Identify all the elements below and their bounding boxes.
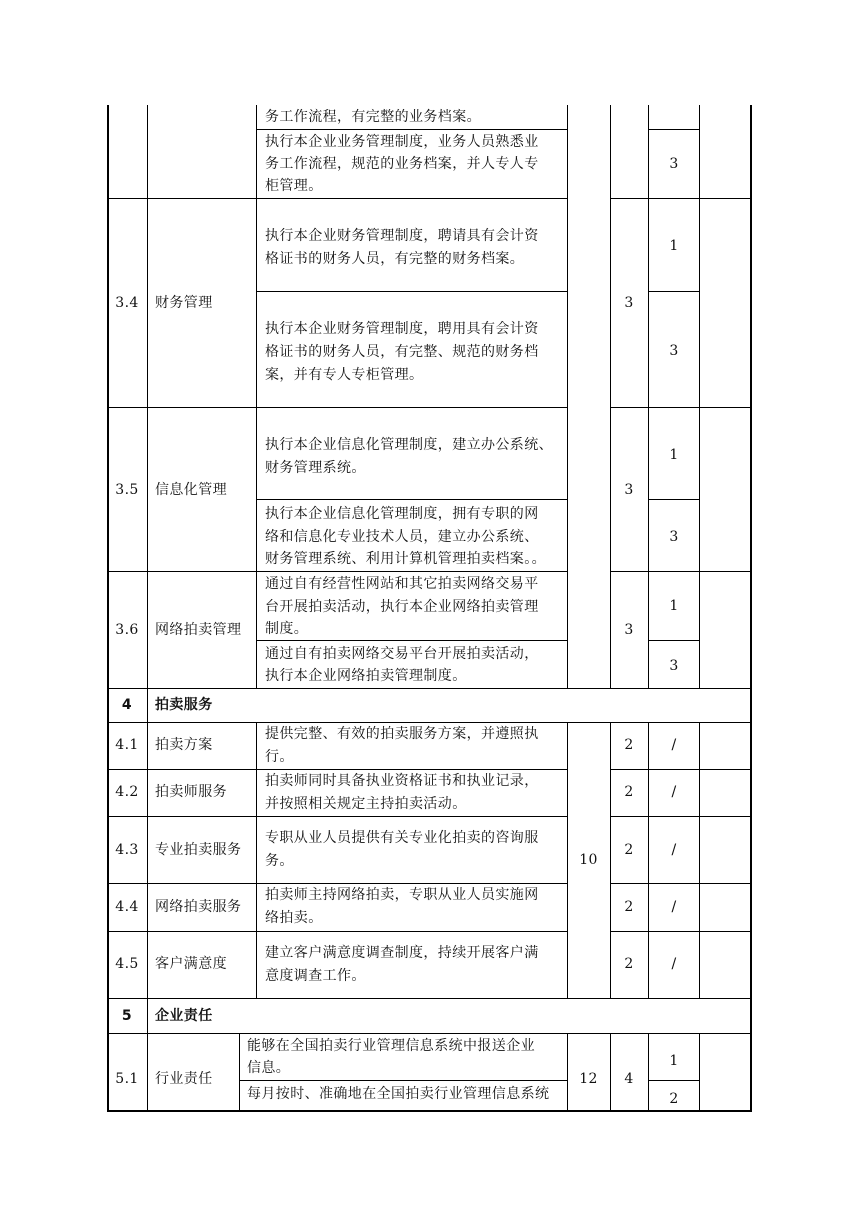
item-number: 4.5 — [115, 956, 139, 972]
section-total-score: 10 — [579, 852, 598, 868]
item-name: 行业责任 — [155, 1071, 213, 1087]
row-divider — [648, 499, 700, 500]
row-divider — [256, 499, 568, 500]
item-number: 3.5 — [115, 482, 139, 498]
sub-score: / — [671, 784, 677, 800]
sub-score: / — [671, 737, 677, 753]
item-name: 信息化管理 — [155, 482, 227, 498]
row-divider — [648, 640, 700, 641]
item-name: 拍卖师服务 — [155, 784, 227, 800]
sub-score: 1 — [669, 598, 679, 614]
sub-score: 3 — [669, 658, 679, 674]
section-number: 5 — [121, 1008, 133, 1024]
item-name: 网络拍卖服务 — [155, 899, 242, 915]
criteria-text: 专职从业人员提供有关专业化拍卖的咨询服 — [265, 830, 539, 846]
criteria-text: 制度。 — [265, 621, 309, 637]
criteria-text: 通过自有经营性网站和其它拍卖网络交易平 — [265, 576, 539, 592]
criteria-text: 财务管理系统、利用计算机管理拍卖档案。。 — [265, 551, 546, 567]
criteria-text: 务工作流程，规范的业务档案，并人专人专 — [265, 156, 539, 172]
item-name: 拍卖方案 — [155, 737, 213, 753]
row-divider — [648, 129, 700, 130]
item-score: 2 — [624, 784, 634, 800]
section-number: 4 — [121, 697, 133, 713]
item-number: 4.2 — [115, 784, 139, 800]
criteria-text: 执行本企业财务管理制度，聘用具有会计资 — [265, 321, 539, 337]
criteria-text: 拍卖师同时具备执业资格证书和执业记录， — [265, 773, 539, 789]
row-divider — [648, 1080, 700, 1081]
col-divider — [239, 1033, 240, 1110]
item-number: 3.4 — [115, 295, 139, 311]
sub-score: 1 — [669, 447, 679, 463]
row-divider — [107, 571, 568, 572]
row-divider — [107, 1033, 752, 1034]
criteria-text: 意度调查工作。 — [265, 968, 366, 984]
criteria-text: 台开展拍卖活动，执行本企业网络拍卖管理 — [265, 599, 539, 615]
item-score: 3 — [624, 622, 634, 638]
criteria-text: 执行本企业财务管理制度，聘请具有会计资 — [265, 228, 539, 244]
col-divider — [256, 722, 257, 998]
criteria-text: 络拍卖。 — [265, 910, 323, 926]
criteria-text: 执行本企业信息化管理制度，建立办公系统、 — [265, 437, 553, 453]
criteria-text: 执行本企业业务管理制度，业务人员熟悉业 — [265, 134, 539, 150]
criteria-text: 通过自有拍卖网络交易平台开展拍卖活动， — [265, 646, 539, 662]
col-divider — [567, 105, 568, 688]
col-divider — [256, 105, 257, 688]
row-divider — [107, 198, 568, 199]
item-score: 3 — [624, 482, 634, 498]
criteria-text: 格证书的财务人员，有完整的财务档案。 — [265, 251, 525, 267]
section-total-score: 12 — [579, 1071, 598, 1087]
sub-score: 3 — [669, 343, 679, 359]
item-score: 2 — [624, 842, 634, 858]
item-score: 2 — [624, 737, 634, 753]
row-divider — [107, 407, 568, 408]
item-number: 4.4 — [115, 899, 139, 915]
item-number: 3.6 — [115, 622, 139, 638]
item-name: 网络拍卖管理 — [155, 622, 242, 638]
criteria-text: 务。 — [265, 853, 294, 869]
criteria-text: 财务管理系统。 — [265, 460, 366, 476]
sub-score: 3 — [669, 529, 679, 545]
item-score: 4 — [624, 1071, 634, 1087]
table-border-right — [750, 105, 752, 1112]
sub-score: 1 — [669, 238, 679, 254]
criteria-text: 执行本企业网络拍卖管理制度。 — [265, 668, 467, 684]
row-divider — [107, 931, 568, 932]
sub-score: / — [671, 956, 677, 972]
criteria-text: 并按照相关规定主持拍卖活动。 — [265, 796, 467, 812]
row-divider — [107, 816, 568, 817]
item-score: 2 — [624, 899, 634, 915]
item-score: 3 — [624, 295, 634, 311]
section-title: 拍卖服务 — [155, 697, 213, 713]
col-divider — [147, 105, 148, 688]
row-divider — [610, 769, 752, 770]
item-name: 专业拍卖服务 — [155, 842, 242, 858]
item-number: 4.3 — [115, 842, 139, 858]
row-divider — [610, 571, 752, 572]
row-divider — [648, 291, 700, 292]
col-divider — [147, 998, 148, 1033]
criteria-text: 拍卖师主持网络拍卖，专职从业人员实施网 — [265, 887, 539, 903]
row-divider — [239, 1080, 568, 1081]
item-number: 4.1 — [115, 737, 139, 753]
sub-score: / — [671, 899, 677, 915]
col-divider — [147, 722, 148, 998]
row-divider — [610, 883, 752, 884]
item-name: 客户满意度 — [155, 956, 227, 972]
col-divider — [610, 105, 611, 688]
row-divider — [256, 291, 568, 292]
row-divider — [610, 931, 752, 932]
sub-score: / — [671, 842, 677, 858]
sub-score: 2 — [669, 1091, 679, 1107]
item-score: 2 — [624, 956, 634, 972]
row-divider — [610, 198, 752, 199]
row-divider — [107, 998, 752, 999]
col-divider — [147, 688, 148, 722]
item-name: 财务管理 — [155, 295, 213, 311]
item-number: 5.1 — [115, 1071, 139, 1087]
criteria-text: 建立客户满意度调查制度，持续开展客户满 — [265, 945, 539, 961]
criteria-text: 每月按时、准确地在全国拍卖行业管理信息系统 — [247, 1086, 550, 1102]
criteria-text: 能够在全国拍卖行业管理信息系统中报送企业 — [247, 1038, 535, 1054]
criteria-text: 格证书的财务人员，有完整、规范的财务档 — [265, 344, 539, 360]
criteria-text: 柜管理。 — [265, 178, 323, 194]
criteria-text: 络和信息化专业技术人员，建立办公系统、 — [265, 529, 539, 545]
sub-score: 3 — [669, 156, 679, 172]
row-divider — [610, 816, 752, 817]
row-divider — [107, 688, 752, 689]
row-divider — [256, 129, 568, 130]
criteria-text: 案，并有专人专柜管理。 — [265, 367, 424, 383]
criteria-text: 提供完整、有效的拍卖服务方案，并遵照执 — [265, 726, 539, 742]
criteria-text: 行。 — [265, 749, 294, 765]
row-divider — [610, 407, 752, 408]
criteria-text: 务工作流程，有完整的业务档案。 — [265, 109, 481, 125]
criteria-text: 执行本企业信息化管理制度，拥有专职的网 — [265, 506, 539, 522]
section-title: 企业责任 — [155, 1008, 213, 1024]
sub-score: 1 — [669, 1053, 679, 1069]
criteria-text: 信息。 — [247, 1060, 291, 1076]
col-divider — [147, 1033, 148, 1110]
